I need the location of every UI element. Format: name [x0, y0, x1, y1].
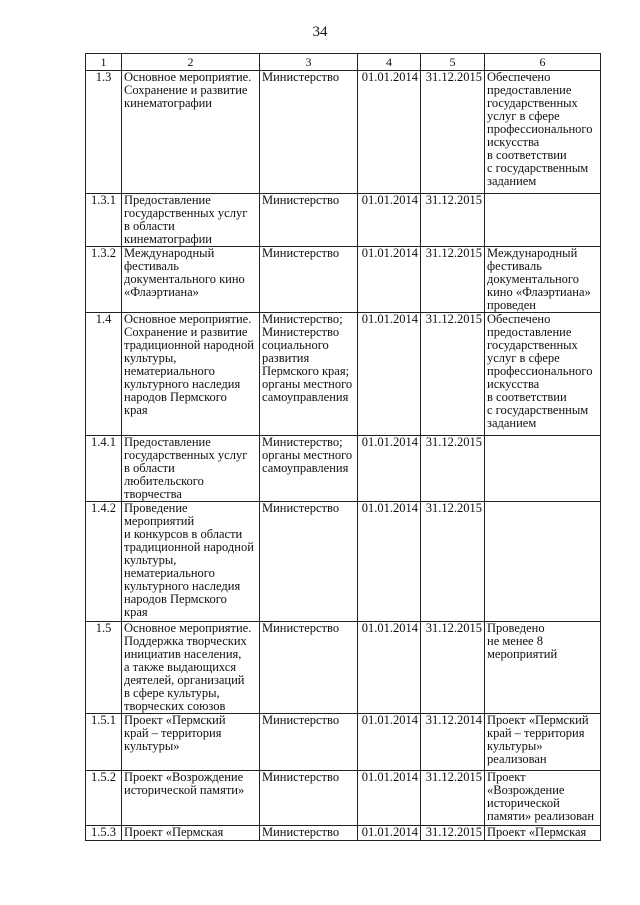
- expected-result: Проведено не менее 8 мероприятий: [485, 622, 601, 714]
- executor: Министерство: [260, 714, 358, 771]
- row-number: 1.5.1: [86, 714, 122, 771]
- executor: Министерство: [260, 247, 358, 313]
- table-row: [86, 313, 601, 436]
- end-date: 31.12.2015: [421, 194, 485, 247]
- start-date: 01.01.2014: [358, 714, 421, 771]
- expected-result: Проект «Пермский край – территория культуры» реализован: [485, 714, 601, 771]
- row-number: 1.5.2: [86, 771, 122, 826]
- expected-result: Проект «Возрождение исторической памяти» реализован: [485, 771, 601, 826]
- activity-name: Проект «Возрождение исторической памяти»: [122, 771, 260, 826]
- table-row: [86, 826, 601, 841]
- end-date: 31.12.2014: [421, 714, 485, 771]
- row-number: 1.4: [86, 313, 122, 436]
- row-number: 1.4.2: [86, 502, 122, 622]
- activity-name: Проект «Пермская: [122, 826, 260, 841]
- end-date: 31.12.2015: [421, 622, 485, 714]
- row-number: 1.3: [86, 71, 122, 194]
- end-date: 31.12.2015: [421, 71, 485, 194]
- start-date: 01.01.2014: [358, 71, 421, 194]
- executor: Министерство: [260, 826, 358, 841]
- start-date: 01.01.2014: [358, 436, 421, 502]
- activity-name: Предоставление государственных услуг в области кинематографии: [122, 194, 260, 247]
- row-number: 1.3.1: [86, 194, 122, 247]
- end-date: 31.12.2015: [421, 313, 485, 436]
- row-number: 1.5: [86, 622, 122, 714]
- table-row: [86, 622, 601, 714]
- activity-name: Проведение мероприятий и конкурсов в области традиционной народной культуры, нематериального культурного наследия народов Пермского края: [122, 502, 260, 622]
- start-date: 01.01.2014: [358, 247, 421, 313]
- expected-result: Международный фестиваль документального кино «Флаэртиана» проведен: [485, 247, 601, 313]
- column-header: 2: [122, 54, 260, 71]
- activity-name: Предоставление государственных услуг в области любительского творчества: [122, 436, 260, 502]
- page-number: 34: [312, 24, 328, 40]
- row-number: 1.3.2: [86, 247, 122, 313]
- executor: Министерство; органы местного самоуправления: [260, 436, 358, 502]
- end-date: 31.12.2015: [421, 436, 485, 502]
- start-date: 01.01.2014: [358, 826, 421, 841]
- expected-result: Обеспечено предоставление государственных услуг в сфере профессионального искусства в соответствии с государственным заданием: [485, 71, 601, 194]
- start-date: 01.01.2014: [358, 771, 421, 826]
- table-row: [86, 771, 601, 826]
- executor: Министерство; Министерство социального развития Пермского края; органы местного самоуправления: [260, 313, 358, 436]
- activities-table: [85, 53, 601, 841]
- table-header-row: [86, 54, 601, 71]
- activity-name: Проект «Пермский край – территория культуры»: [122, 714, 260, 771]
- activity-name: Основное мероприятие. Поддержка творческих инициатив населения, а также выдающихся деятелей, организаций в сфере культуры, творческих союзов: [122, 622, 260, 714]
- end-date: 31.12.2015: [421, 826, 485, 841]
- executor: Министерство: [260, 622, 358, 714]
- column-header: 4: [358, 54, 421, 71]
- column-header: 6: [485, 54, 601, 71]
- activity-name: Основное мероприятие. Сохранение и развитие традиционной народной культуры, нематериального культурного наследия народов Пермского края: [122, 313, 260, 436]
- executor: Министерство: [260, 771, 358, 826]
- end-date: 31.12.2015: [421, 771, 485, 826]
- end-date: 31.12.2015: [421, 247, 485, 313]
- column-header: 5: [421, 54, 485, 71]
- table-row: [86, 714, 601, 771]
- table-row: [86, 436, 601, 502]
- expected-result: Проект «Пермская: [485, 826, 601, 841]
- expected-result: [485, 436, 601, 502]
- column-header: 3: [260, 54, 358, 71]
- row-number: 1.5.3: [86, 826, 122, 841]
- executor: Министерство: [260, 194, 358, 247]
- executor: Министерство: [260, 502, 358, 622]
- column-header: 1: [86, 54, 122, 71]
- expected-result: [485, 194, 601, 247]
- expected-result: [485, 502, 601, 622]
- row-number: 1.4.1: [86, 436, 122, 502]
- activity-name: Основное мероприятие. Сохранение и развитие кинематографии: [122, 71, 260, 194]
- expected-result: Обеспечено предоставление государственных услуг в сфере профессионального искусства в соответствии с государственным заданием: [485, 313, 601, 436]
- end-date: 31.12.2015: [421, 502, 485, 622]
- executor: Министерство: [260, 71, 358, 194]
- start-date: 01.01.2014: [358, 313, 421, 436]
- table-row: [86, 502, 601, 622]
- table-row: [86, 194, 601, 247]
- start-date: 01.01.2014: [358, 194, 421, 247]
- table-row: [86, 71, 601, 194]
- activity-name: Международный фестиваль документального кино «Флаэртиана»: [122, 247, 260, 313]
- table-row: [86, 247, 601, 313]
- start-date: 01.01.2014: [358, 622, 421, 714]
- start-date: 01.01.2014: [358, 502, 421, 622]
